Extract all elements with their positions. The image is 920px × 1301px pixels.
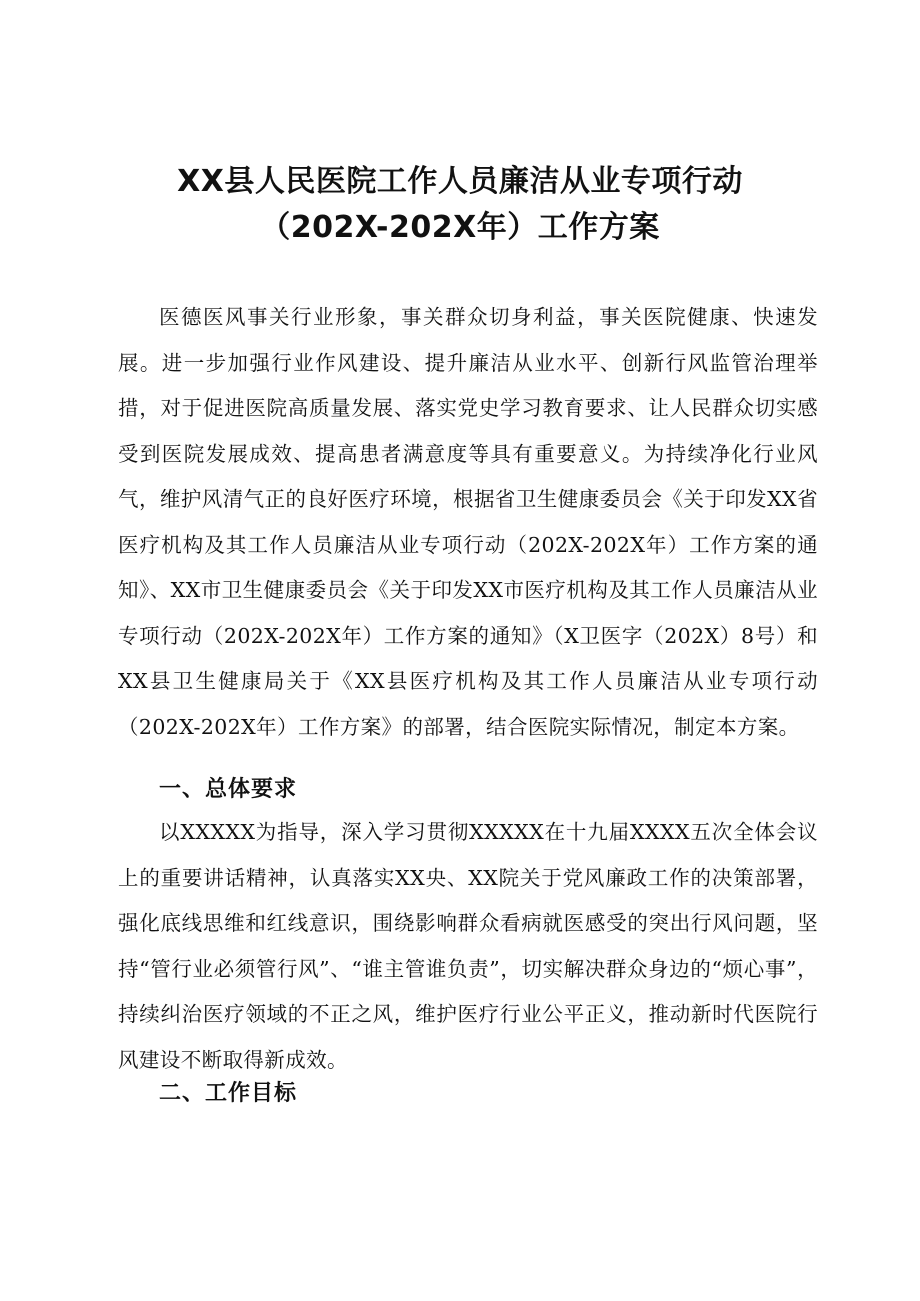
document-title-line-2: （202X-202X年）工作方案 (260, 210, 660, 245)
intro-paragraph: 医德医风事关行业形象，事关群众切身利益，事关医院健康、快速发展。进一步加强行业作风建设、提升廉洁从业水平、创新行风监管治理举措，对于促进医院高质量发展、落实党史学习教育要求、让人民群众切实感受到医院发展成效、提高患者满意度等具有重要意义。为持续净化行业风气，维护风清气正的良好医疗环境，根据省卫生健康委员会《关于印发XX省医疗机构及其工作人员廉洁从业专项行动（202X-202X年）工作方案的通知》、XX市卫生健康委员会《关于印发XX市医疗机构及其工作人员廉洁从业专项行动（202X-202X年）工作方案的通知》（X卫医字（202X）8号）和XX县卫生健康局关于《XX县医疗机构及其工作人员廉洁从业专项行动（202X-202X年）工作方案》的部署，结合医院实际情况，制定本方案。 (118, 305, 818, 739)
section-heading-work-goals: 二、工作目标 (159, 1081, 298, 1106)
section-heading-overall-requirements: 一、总体要求 (159, 777, 298, 802)
overall-requirements-paragraph: 以XXXXX为指导，深入学习贯彻XXXXX在十九届XXXX五次全体会议上的重要讲话精神，认真落实XX央、XX院关于党风廉政工作的决策部署，强化底线思维和红线意识，围绕影响群众看病就医感受的突出行风问题，坚持“管行业必须管行风”、“谁主管谁负责”，切实解决群众身边的“烦心事”，持续纠治医疗领域的不正之风，维护医疗行业公平正义，推动新时代医院行风建设不断取得新成效。 (118, 820, 818, 1072)
document-title-line-1: XX县人民医院工作人员廉洁从业专项行动 (177, 164, 743, 199)
